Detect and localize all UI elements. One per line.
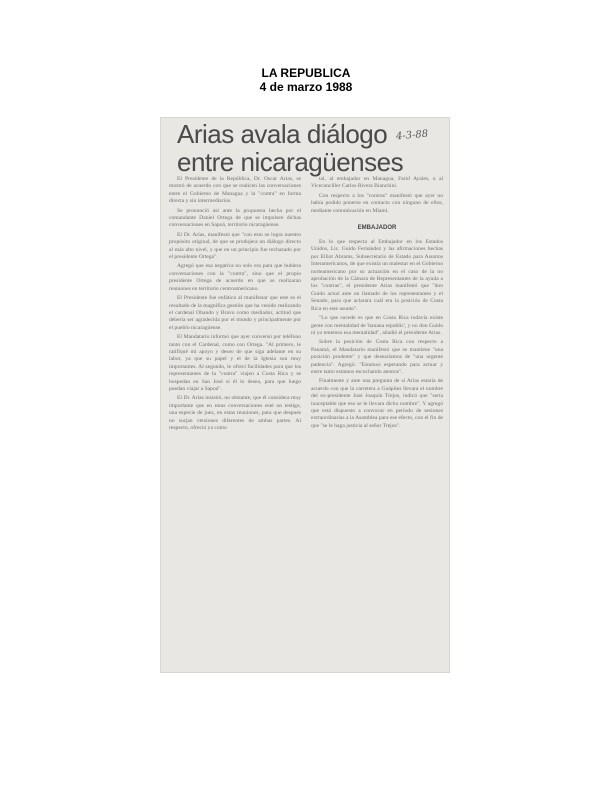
paragraph: Se pronunció así ante la propuesta hecha por el comandante Daniel Ortega de que se impulsen dichas conversaciones en Sapoá, territorio nicaragüense.: [169, 207, 301, 229]
headline-line-2: entre nicaragüenses: [177, 147, 404, 177]
handwritten-date: 4-3-88: [395, 128, 429, 143]
paragraph: Con respecto a los "contras" manifestó que ayer no había podido ponerse en contacto con ninguno de ellos, mediante comunicación en Miami.: [311, 192, 443, 214]
section-subhead: EMBAJADOR: [357, 225, 397, 232]
article-column-right: [311, 176, 443, 432]
paragraph: El Dr. Arias, manifestó que "con esto se logra nuestro propósito original, de que se produjera un diálogo directo al más alto nivel, y que en un principio fue rechazado por el presidente Ortega".: [169, 231, 301, 261]
paragraph: "Lo que sucede es que en Costa Rica todavía existe gente con mentalidad de 'banana republic', y no don Guido ni yo tenemos esa mentalidad", añadió el presidente Arias.: [311, 315, 443, 336]
paragraph: Finalmente y ante una pregunta de si Arias estaría de acuerdo con que la carretera a Guápiles llevara el nombre del ex-presidente José Joaquín Trejos, indicó que "sería inaceptable que eso se le llevara dicho nombre". Y agregó que está dispuesto a convocar en período de sesiones extraordinarias a la Asamblea para ese efecto, con el fin de que "se le haga justicia al señor Trejos".: [311, 378, 443, 429]
paragraph: El Mandatario informó que ayer conversó por teléfono tanto con el Cardenal, como con Ortega. "Al primero, le ratifiqué mi apoyo y deseo de que siga adelante en su labor, ya que su papel y el de la Iglesia son muy importantes. Al segundo, le ofrecí facilidades para que los representantes de la "contra" viajen a Costa Rica y se hospedan en San José si él lo desea, para que luego puedan viajar a Sapoá".: [169, 334, 301, 392]
headline: [177, 120, 447, 176]
paragraph: El Dr. Arias insistió, no obstante, que él considera muy importante que en estas conversaciones esté un testigo, una especie de juez, en estas reuniones, para que después no surjan versiones diferentes de ambas partes. Al respecto, ofreció ya como: [169, 395, 301, 431]
paragraph: En lo que respecta al Embajador en los Estados Unidos, Lic. Guido Fernández y las afirmaciones hechas por Elliot Abrams, Subsecretario de Estado para Asuntos Interamericanos, de que existía un malestar en el Gobierno norteamericano por su actuación en el caso de la no aprobación de la Cámara de Representantes de la ayuda a los "contras", el presidente Arias manifestó que "don Guido actuó ante un llamado de los representantes y el Senado, para que aclarara cuál era la posición de Costa Rica en este asunto".: [311, 239, 443, 312]
newspaper-clipping: [160, 117, 450, 673]
publication-date: 4 de marzo 1988: [259, 80, 353, 94]
document-header: [0, 66, 612, 94]
paragraph: El Presidente fue enfático al manifestar que este es el resultado de la magnífica gestión que ha venido realizando el cardenal Obando y Bravo como mediador, actitud que debería ser agradecida por el mundo y principalmente por el pueblo nicaragüense.: [169, 295, 301, 331]
paragraph: El Presidente de la República, Dr. Oscar Arias, se mostró de acuerdo con que se realicen las conversaciones entre el Gobierno de Managua y la "contra" en forma directa y sin intermediarios.: [169, 176, 301, 205]
paragraph: Agregó que esa negativa no solo era para que hubiera conversaciones con la "contra", sino que el propio presidente Ortega de acuerdo en que se realizaran reuniones en territorio centroamericano.: [169, 263, 301, 292]
headline-line-1: Arias avala diálogo: [177, 119, 388, 149]
newspaper-name: LA REPUBLICA: [261, 66, 351, 80]
paragraph: Sobre la posición de Costa Rica con respecto a Panamá, el Mandatario manifestó que se mantiene "una posición prudente" y que desearíamos de "una urgente padencia". Agregó: "Estamos esperando para actuar y entre tanto estamos escuchando atentos".: [311, 339, 443, 375]
paragraph: tal, al embajador en Managua, Farid Ayales, o al Vicecanciller Carlos Rivera Bianchini.: [311, 176, 443, 190]
article-column-left: [169, 176, 301, 434]
